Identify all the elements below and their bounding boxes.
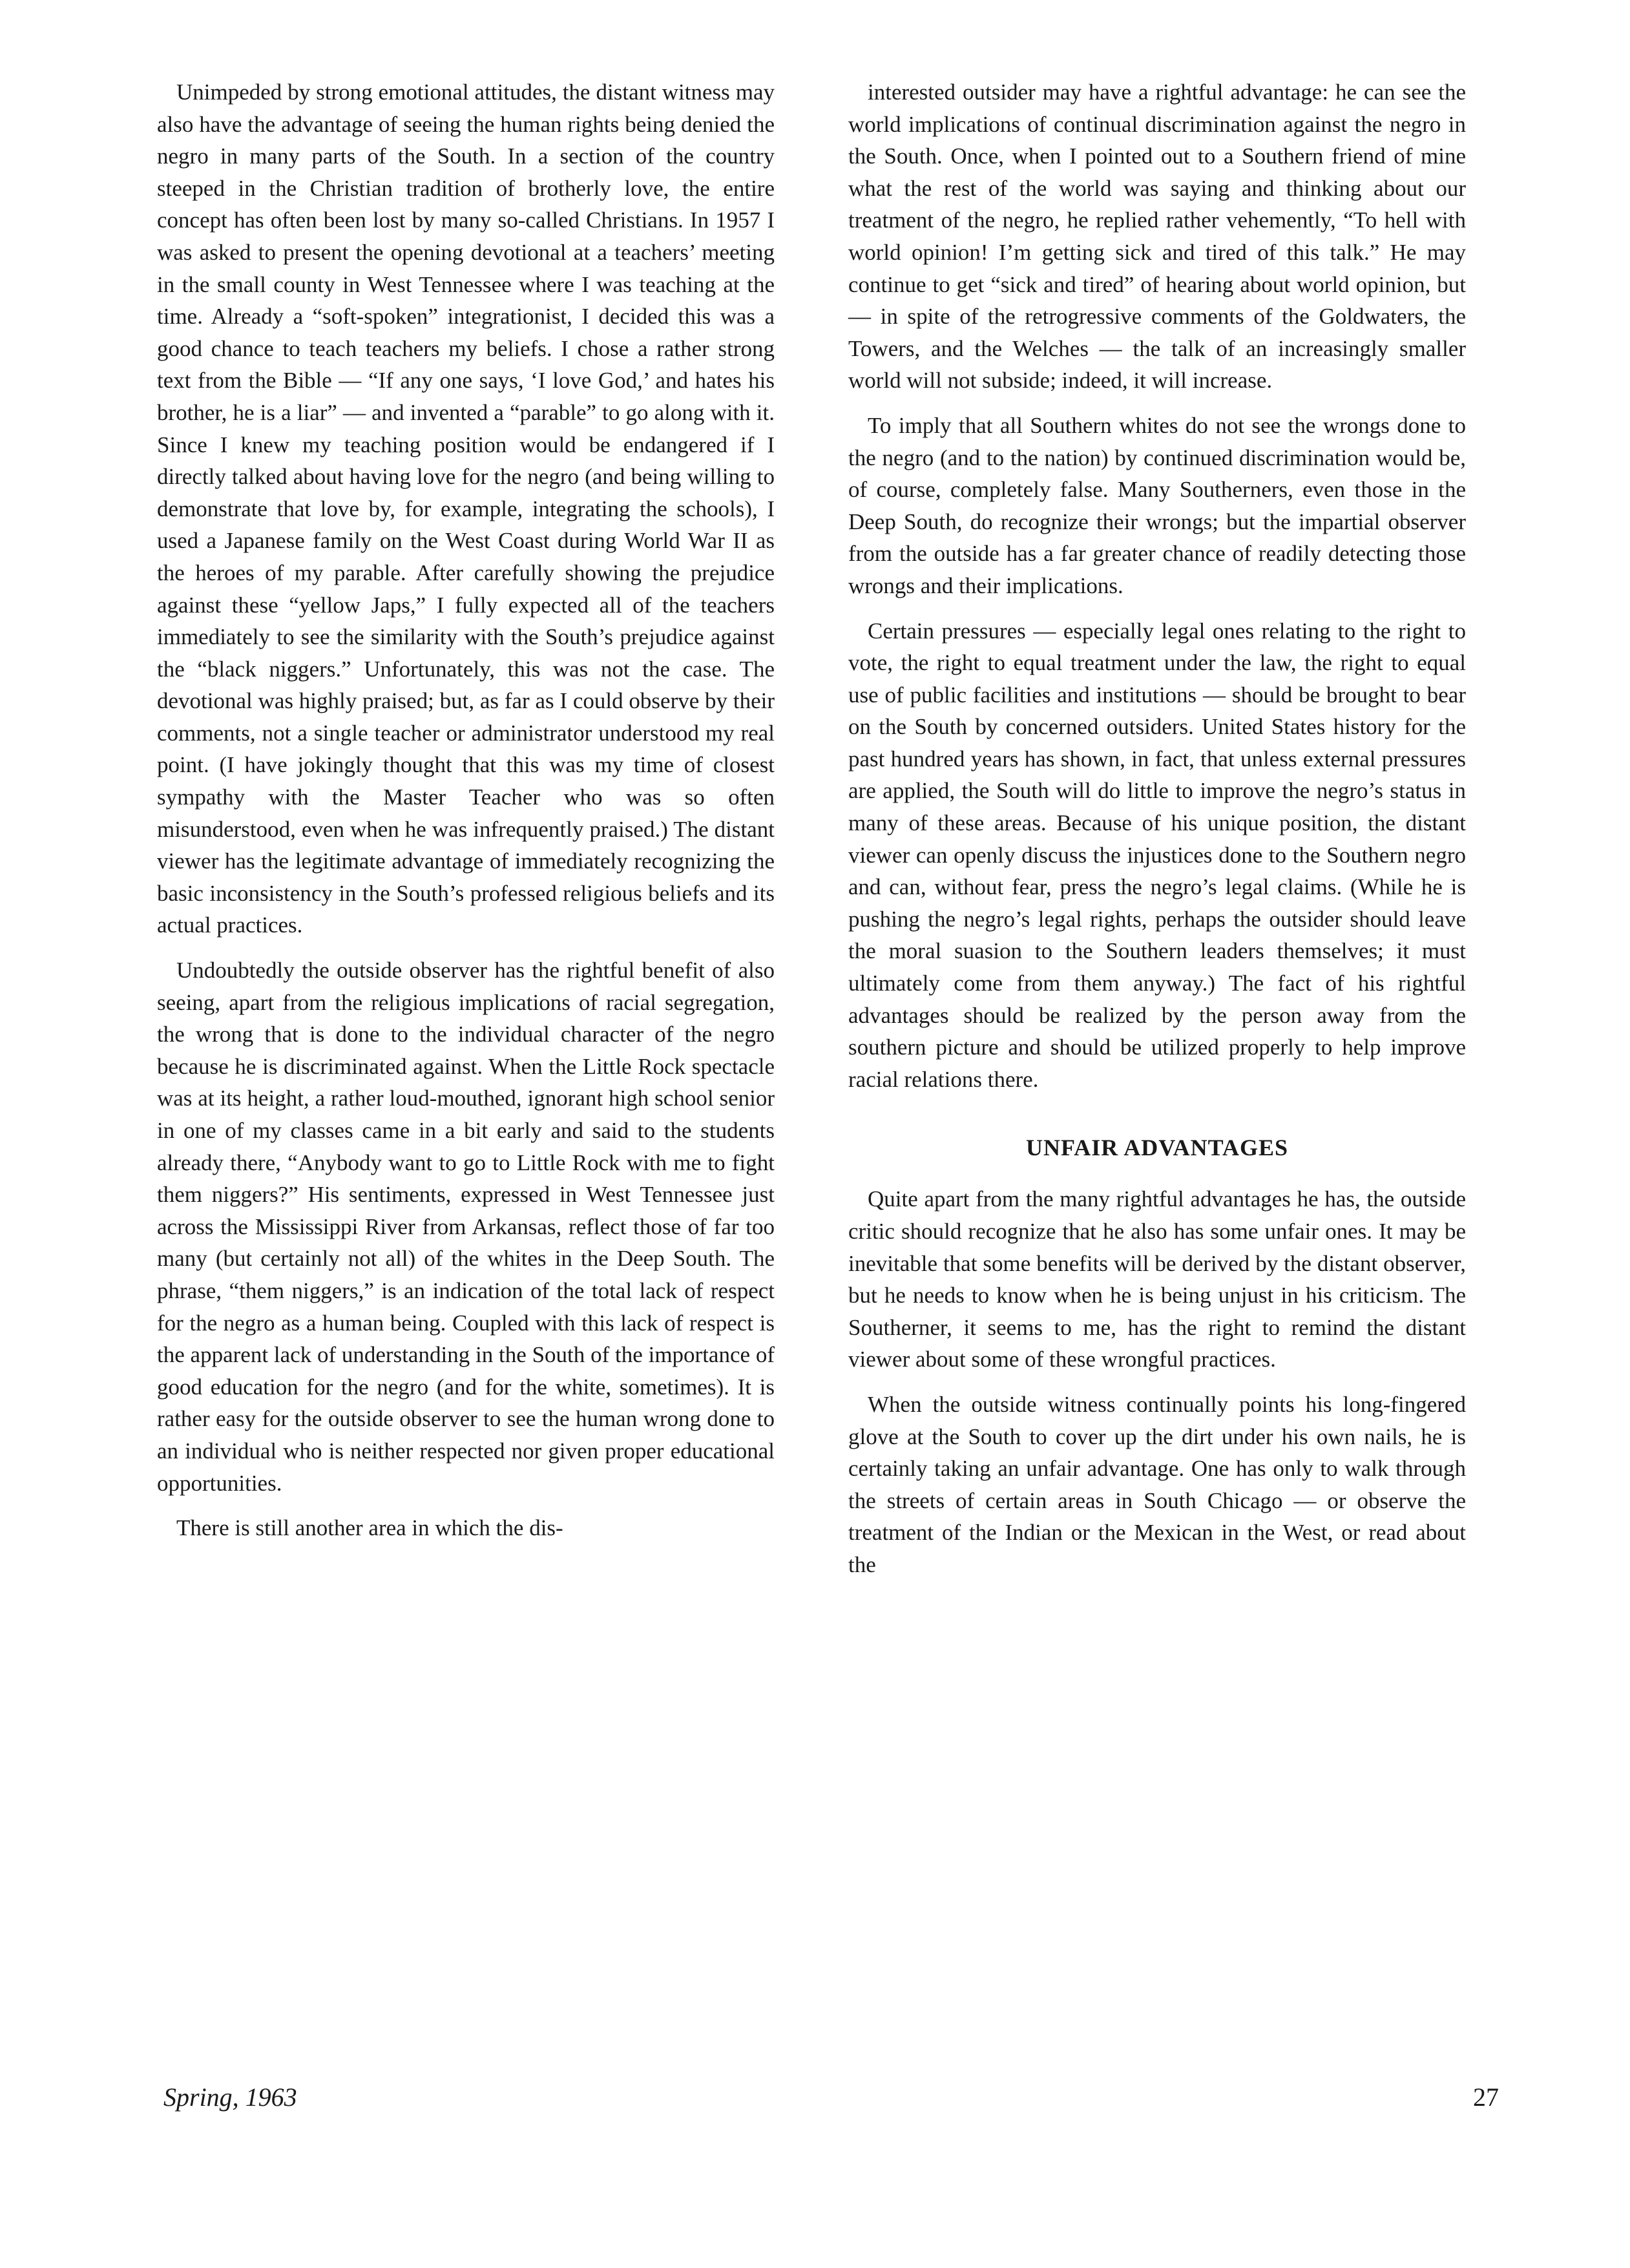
body-paragraph: When the outside witness continually points his long-fingered glove at the South to cover up the dirt under his own nails, he is certainly taking an unfair advantage. One has only to walk through the streets of certain areas in South Chicago — or observe the treatment of the Indian or the Mexican in the West, or read about the [848,1391,1466,1577]
section-heading: UNFAIR ADVANTAGES [1025,1135,1289,1161]
body-paragraph: Quite apart from the many rightful advantages he has, the outside critic should recognize that he also has some unfair ones. It may be inevitable that some benefits will be derived by the distant observer, but he needs to know when he is being unjust in his criticism. The Southerner, it seems to me, has the right to remind the distant viewer about some of these wrongful practices. [848,1186,1466,1372]
body-paragraph: To imply that all Southern whites do not see the wrongs done to the negro (and to the nation) by continued discrimination would be, of course, completely false. Many Southerners, even those in the Deep South, do recognize their wrongs; but the impartial observer from the outside has a far greater chance of readily detecting those wrongs and their implications. [848,412,1466,598]
body-paragraph: Certain pressures — especially legal ones relating to the right to vote, the right to equal treatment under the law, the right to equal use of public facilities and institutions — should be brought to bear on the South by concerned outsiders. United States history for the past hundred years has shown, in fact, that unless external pressures are applied, the South will do little to improve the negro’s status in many of these areas. Because of his unique position, the distant viewer can openly discuss the injustices done to the Southern negro and can, without fear, press the negro’s legal claims. (While he is pushing the negro’s legal rights, perhaps the outsider should leave the moral suasion to the Southern leaders themselves; it must ultimately come from them anyway.) The fact of his rightful advantages should be realized by the person away from the southern picture and should be utilized properly to help improve racial relations there. [848,618,1466,1092]
left-column [157,76,775,1557]
body-paragraph: Undoubtedly the outside observer has the rightful benefit of also seeing, apart from the religious implications of racial segregation, the wrong that is done to the individual character of the negro because he is discriminated against. When the Little Rock spectacle was at its height, a rather loud-mouthed, ignorant high school senior in one of my classes came in a bit early and said to the students already there, “Anybody want to go to Little Rock with me to fight them niggers?” His sentiments, expressed in West Tennessee just across the Mississippi River from Arkansas, reflect those of far too many (but certainly not all) of the whites in the Deep South. The phrase, “them niggers,” is an indication of the total lack of respect for the negro as a human being. Coupled with this lack of respect is the apparent lack of understanding in the South of the importance of good education for the negro (and for the white, sometimes). It is rather easy for the outside observer to see the human wrong done to an individual who is neither respected nor given proper educational opportunities. [157,958,775,1496]
body-paragraph: Unimpeded by strong emotional attitudes, the distant witness may also have the advantage of seeing the human rights being denied the negro in many parts of the South. In a section of the country steeped in the Christian tradition of brotherly love, the entire concept has often been lost by many so-called Christians. In 1957 I was asked to present the opening devotional at a teachers’ meeting in the small county in West Tennessee where I was teaching at the time. Already a “soft-spoken” integrationist, I decided this was a good chance to teach teachers my beliefs. I chose a rather strong text from the Bible — “If any one says, ‘I love God,’ and hates his brother, he is a liar” — and invented a “parable” to go along with it. Since I knew my teaching position would be endangered if I directly talked about having love for the negro (and being willing to demonstrate that love by, for example, integrating the schools), I used a Japanese family on the West Coast during World War II as the heroes of my parable. After carefully showing the prejudice against these “yellow Japs,” I fully expected all of the teachers immediately to see the similarity with the South’s prejudice against the “black niggers.” Unfortunately, this was not the case. The devotional was highly praised; but, as far as I could observe by their comments, not a single teacher or administrator understood my real point. (I have jokingly thought that this was my time of closest sympathy with the Master Teacher who was so often misunderstood, even when he was infrequently praised.) The distant viewer has the legitimate advantage of immediately recognizing the basic inconsistency in the South’s professed religious beliefs and its actual practices. [157,79,775,938]
right-column [848,76,1466,1594]
footer-page-number: 27 [1473,2083,1499,2112]
body-paragraph: There is still another area in which the dis- [176,1515,563,1541]
body-paragraph: interested outsider may have a rightful advantage: he can see the world implications of continual discrimination against the negro in the South. Once, when I pointed out to a Southern friend of mine what the rest of the world was saying and thinking about our treatment of the negro, he replied rather vehemently, “To hell with world opinion! I’m getting sick and tired of this talk.” He may continue to get “sick and tired” of hearing about world opinion, but — in spite of the retrogressive comments of the Goldwaters, the Towers, and the Welches — the talk of an increasingly smaller world will not subside; indeed, it will increase. [848,79,1466,394]
footer-issue-date: Spring, 1963 [163,2083,297,2112]
